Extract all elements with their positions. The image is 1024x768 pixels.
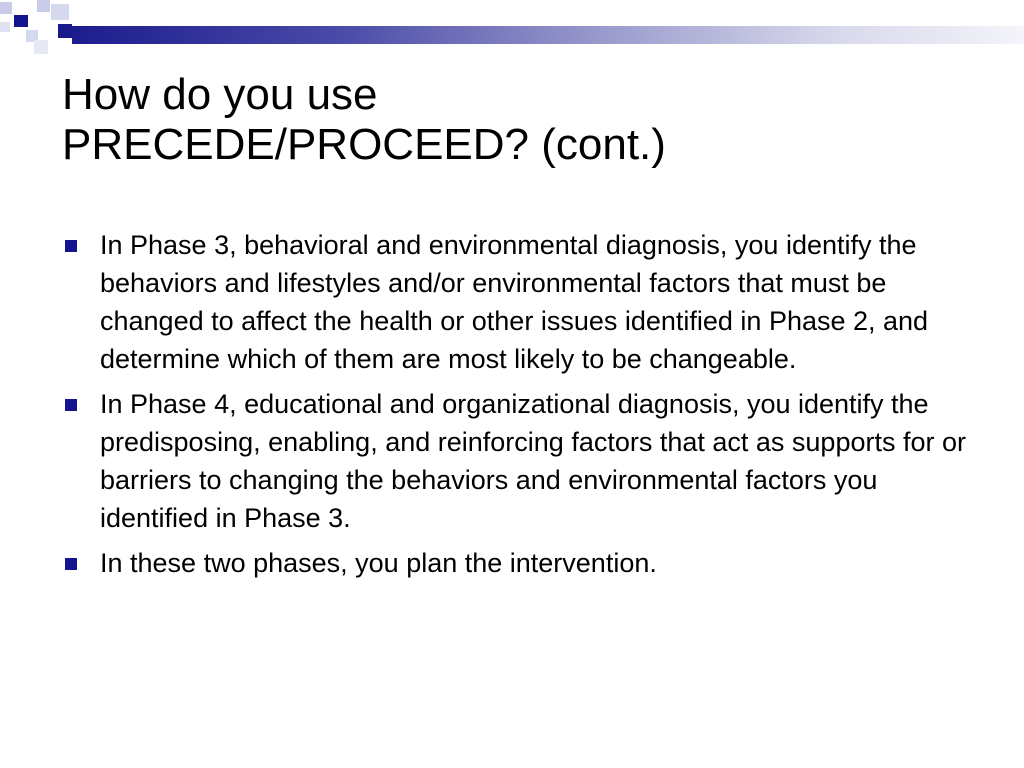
bullet-text: In these two phases, you plan the intervention. [100, 548, 657, 578]
decorative-square [34, 40, 48, 54]
decorative-square [0, 2, 12, 14]
bullet-item [0, 226, 1024, 378]
square-bullet-icon [65, 240, 77, 252]
header-gradient-bar [72, 26, 1024, 44]
decorative-square [14, 15, 28, 27]
bullet-item [0, 544, 1024, 582]
decorative-square [37, 0, 50, 12]
slide-title [62, 70, 962, 170]
slide-title-line: How do you use [62, 70, 378, 119]
bullet-list [0, 226, 1024, 589]
decorative-square [0, 22, 10, 32]
square-bullet-icon [65, 399, 77, 411]
bullet-text: In Phase 3, behavioral and environmental diagnosis, you identify the behaviors and lifestyles and/or environmental factors that must be changed to affect the health or other issues identified in Phase 2, and determine which of them are most likely to be changeable. [100, 230, 929, 374]
square-bullet-icon [65, 558, 77, 570]
slide-title-line: PRECEDE/PROCEED? (cont.) [62, 120, 666, 169]
decorative-square [51, 4, 69, 20]
decorative-square [58, 24, 72, 38]
bullet-item [0, 385, 1024, 537]
bullet-text: In Phase 4, educational and organizational diagnosis, you identify the predisposing, enabling, and reinforcing factors that act as supports for or barriers to changing the behaviors and environmental factors you identified in Phase 3. [100, 389, 966, 533]
